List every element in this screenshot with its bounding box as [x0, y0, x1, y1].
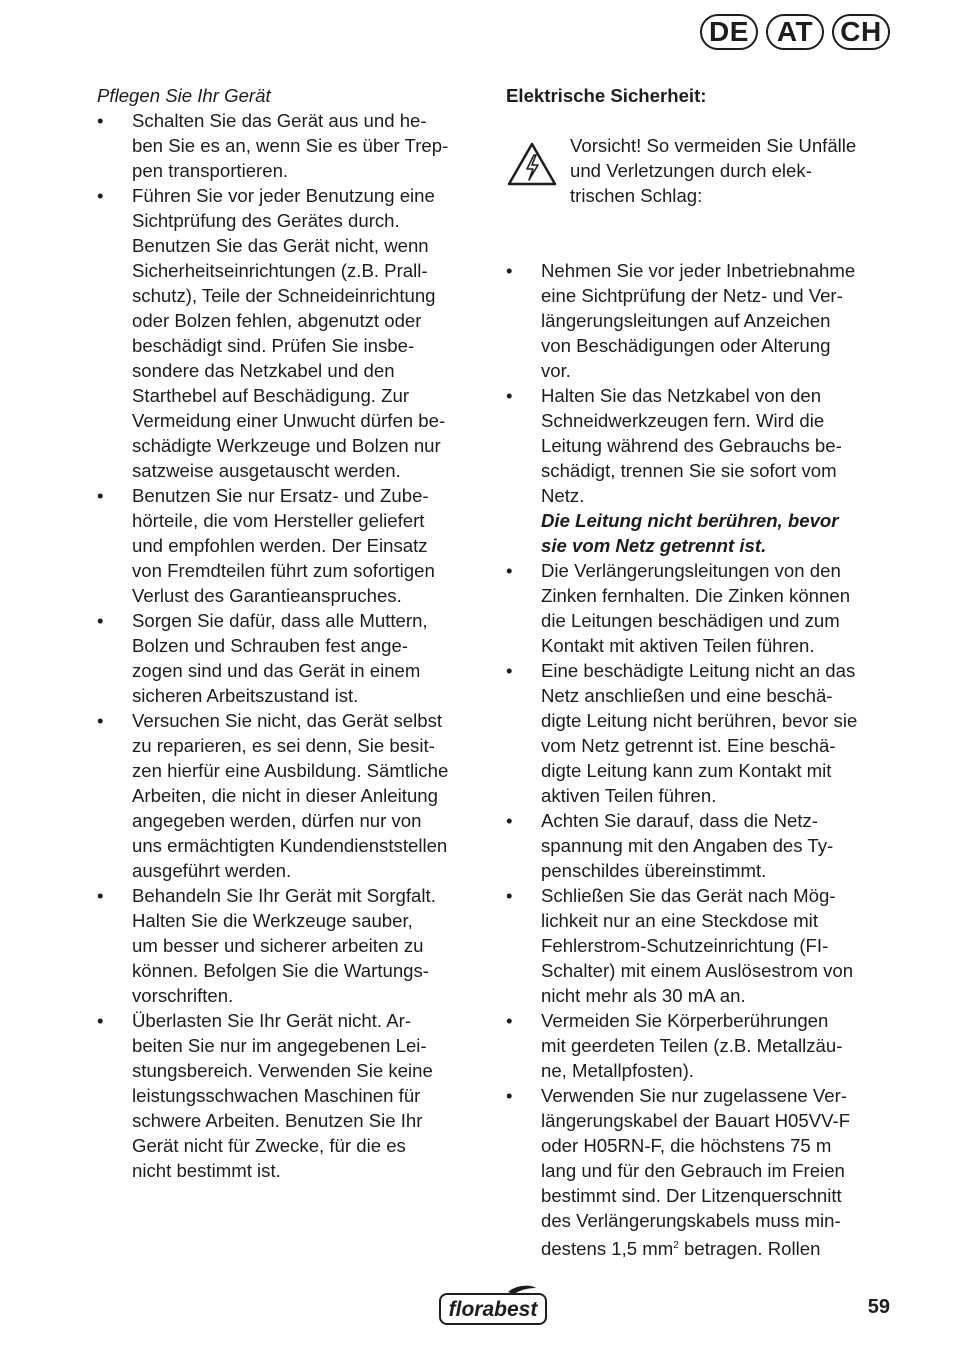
bullet-line: Sichtprüfung des Gerätes durch. — [132, 210, 400, 231]
bullet-marker: • — [506, 885, 513, 906]
bullet-marker: • — [506, 385, 513, 406]
bullet-line: Schließen Sie das Gerät nach Mög- — [541, 885, 836, 906]
bullet-marker: • — [506, 660, 513, 681]
section-heading-electrical-safety: Elektrische Sicherheit: — [506, 85, 707, 106]
bullet-line: ne, Metallpfosten). — [541, 1060, 694, 1081]
bullet-line: lang und für den Gebrauch im Freien — [541, 1160, 845, 1181]
care-bullet-item — [97, 708, 485, 883]
bullet-line: nicht mehr als 30 mA an. — [541, 985, 746, 1006]
bullet-line: vor. — [541, 360, 571, 381]
bullet-line: penschildes übereinstimmt. — [541, 860, 767, 881]
bullet-marker: • — [97, 710, 104, 731]
bullet-line: zogen sind und das Gerät in einem — [132, 660, 421, 681]
bullet-line: des Verlängerungskabels muss min- — [541, 1210, 841, 1231]
bullet-line: uns ermächtigten Kundendienststellen — [132, 835, 448, 856]
bullet-line: Arbeiten, die nicht in dieser Anleitung — [132, 785, 438, 806]
bullet-line: stungsbereich. Verwenden Sie keine — [132, 1060, 433, 1081]
electrical-safety-bullet-item — [506, 1008, 896, 1083]
florabest-logo — [438, 1284, 548, 1331]
bullet-line — [541, 1233, 896, 1261]
bullet-line: Verwenden Sie nur zugelassene Ver- — [541, 1085, 847, 1106]
bullet-line: Sorgen Sie dafür, dass alle Muttern, — [132, 610, 428, 631]
bullet-line: um besser und sicherer arbeiten zu — [132, 935, 424, 956]
bullet-marker: • — [506, 1085, 513, 1106]
bullet-line: digte Leitung nicht berühren, bevor sie — [541, 710, 858, 731]
bullet-line: lichkeit nur an eine Steckdose mit — [541, 910, 818, 931]
bullet-marker: • — [506, 1010, 513, 1031]
electrical-safety-bullet-item — [506, 883, 896, 1008]
bullet-line: sondere das Netzkabel und den — [132, 360, 395, 381]
bullet-line: vom Netz getrennt ist. Eine beschä- — [541, 735, 836, 756]
bullet-line: können. Befolgen Sie die Wartungs- — [132, 960, 429, 981]
bullet-line: Vermeidung einer Unwucht dürfen be- — [132, 410, 446, 431]
language-badge-de: DE — [700, 14, 758, 50]
electrical-safety-bullet-item — [506, 1083, 896, 1261]
bullet-marker: • — [506, 260, 513, 281]
bullet-line: Starthebel auf Beschädigung. Zur — [132, 385, 410, 406]
electrical-safety-bullet-item — [506, 658, 896, 808]
language-badge-ch: CH — [832, 14, 890, 50]
bullet-line: schutz), Teile der Schneideinrichtung — [132, 285, 436, 306]
bullet-line: Halten Sie das Netzkabel von den — [541, 385, 822, 406]
bullet-line: Schneidwerkzeugen fern. Wird die — [541, 410, 825, 431]
bullet-line: beschädigt sind. Prüfen Sie insbe- — [132, 335, 415, 356]
bullet-line: Gerät nicht für Zwecke, für die es — [132, 1135, 406, 1156]
bullet-line: leistungsschwachen Maschinen für — [132, 1085, 421, 1106]
section-heading-care: Pflegen Sie Ihr Gerät — [97, 85, 271, 106]
bullet-line: schädigte Werkzeuge und Bolzen nur — [132, 435, 441, 456]
bullet-line: Benutzen Sie das Gerät nicht, wenn — [132, 235, 429, 256]
bullet-line: Schalten Sie das Gerät aus und he- — [132, 110, 427, 131]
warning-text — [570, 133, 896, 208]
bullet-line: Die Leitung nicht berühren, bevor — [541, 510, 839, 531]
bullet-marker: • — [97, 485, 104, 506]
bullet-line: von Fremdteilen führt zum sofortigen — [132, 560, 435, 581]
bullet-line-part: betragen. Rollen — [678, 1238, 821, 1260]
bullet-line: Benutzen Sie nur Ersatz- und Zube- — [132, 485, 429, 506]
bullet-line: schwere Arbeiten. Benutzen Sie Ihr — [132, 1110, 423, 1131]
logo-text: florabest — [448, 1298, 538, 1321]
care-bullet-item — [97, 1008, 485, 1183]
bullet-line: Fehlerstrom-Schutzeinrichtung (FI- — [541, 935, 829, 956]
bullet-line: Nehmen Sie vor jeder Inbetriebnahme — [541, 260, 856, 281]
bullet-line: oder H05RN-F, die höchstens 75 m — [541, 1135, 832, 1156]
bullet-line: satzweise ausgetauscht werden. — [132, 460, 401, 481]
bullet-line: nicht bestimmt ist. — [132, 1160, 281, 1181]
electrical-safety-bullet-item — [506, 258, 896, 383]
bullet-line: ben Sie es an, wenn Sie es über Trep- — [132, 135, 449, 156]
care-bullet-item — [97, 608, 485, 708]
bullet-marker: • — [97, 110, 104, 131]
bullet-line: Verlust des Garantieanspruches. — [132, 585, 402, 606]
bullet-line: hörteile, die vom Hersteller geliefert — [132, 510, 425, 531]
bullet-line: zu reparieren, es sei denn, Sie besit- — [132, 735, 435, 756]
bullet-line: zen hierfür eine Ausbildung. Sämtliche — [132, 760, 449, 781]
bullet-line: Netz anschließen und eine beschä- — [541, 685, 833, 706]
bullet-line: Kontakt mit aktiven Teilen führen. — [541, 635, 815, 656]
electrical-safety-bullet-list — [506, 258, 896, 1261]
bullet-line: die Leitungen beschädigen und zum — [541, 610, 840, 631]
care-bullet-item — [97, 883, 485, 1008]
bullet-line: bestimmt sind. Der Litzenquerschnitt — [541, 1185, 842, 1206]
warning-line: Vorsicht! So vermeiden Sie Unfälle — [570, 135, 857, 156]
bullet-line: digte Leitung kann zum Kontakt mit — [541, 760, 832, 781]
bullet-marker: • — [97, 1010, 104, 1031]
bullet-line: vorschriften. — [132, 985, 234, 1006]
bullet-line: und empfohlen werden. Der Einsatz — [132, 535, 428, 556]
bullet-line: Die Verlängerungsleitungen von den — [541, 560, 841, 581]
language-badge-at: AT — [766, 14, 824, 50]
care-bullet-list — [97, 108, 485, 1183]
bullet-line: Eine beschädigte Leitung nicht an das — [541, 660, 856, 681]
bullet-marker: • — [506, 560, 513, 581]
bullet-line: oder Bolzen fehlen, abgenutzt oder — [132, 310, 422, 331]
electrical-safety-bullet-item — [506, 808, 896, 883]
bullet-line: Schalter) mit einem Auslösestrom von — [541, 960, 854, 981]
care-bullet-item — [97, 483, 485, 608]
warning-block — [506, 133, 896, 208]
bullet-line: sicheren Arbeitszustand ist. — [132, 685, 359, 706]
bullet-marker: • — [97, 185, 104, 206]
left-column — [97, 83, 485, 1183]
bullet-line: Achten Sie darauf, dass die Netz- — [541, 810, 818, 831]
electrical-hazard-icon — [506, 133, 570, 208]
bullet-line: Sicherheitseinrichtungen (z.B. Prall- — [132, 260, 428, 281]
bullet-marker: • — [506, 810, 513, 831]
bullet-line: längerungskabel der Bauart H05VV-F — [541, 1110, 851, 1131]
bullet-marker: • — [97, 610, 104, 631]
right-column — [506, 83, 896, 1261]
bullet-line: pen transportieren. — [132, 160, 289, 181]
bullet-line: angegeben werden, dürfen nur von — [132, 810, 422, 831]
care-bullet-item — [97, 183, 485, 483]
bullet-line: Behandeln Sie Ihr Gerät mit Sorgfalt. — [132, 885, 436, 906]
care-bullet-item — [97, 108, 485, 183]
bullet-line: sie vom Netz getrennt ist. — [541, 535, 767, 556]
bullet-line: spannung mit den Angaben des Ty- — [541, 835, 834, 856]
bullet-line: Halten Sie die Werkzeuge sauber, — [132, 910, 413, 931]
bullet-line: Bolzen und Schrauben fest ange- — [132, 635, 409, 656]
bullet-line: ausgeführt werden. — [132, 860, 292, 881]
warning-line: trischen Schlag: — [570, 185, 703, 206]
bullet-line: von Beschädigungen oder Alterung — [541, 335, 831, 356]
bullet-line: längerungsleitungen auf Anzeichen — [541, 310, 831, 331]
bullet-line: beiten Sie nur im angegebenen Lei- — [132, 1035, 427, 1056]
language-badges — [700, 14, 890, 50]
bullet-line: schädigt, trennen Sie sie sofort vom — [541, 460, 837, 481]
bullet-line-part: destens 1,5 mm — [541, 1238, 674, 1260]
bullet-line: Überlasten Sie Ihr Gerät nicht. Ar- — [132, 1010, 412, 1031]
bullet-line: Netz. — [541, 485, 585, 506]
bullet-line: Führen Sie vor jeder Benutzung eine — [132, 185, 435, 206]
electrical-safety-bullet-item — [506, 558, 896, 658]
bullet-line: mit geerdeten Teilen (z.B. Metallzäu- — [541, 1035, 843, 1056]
electrical-safety-bullet-item — [506, 383, 896, 558]
bullet-line: Vermeiden Sie Körperberührungen — [541, 1010, 829, 1031]
bullet-marker: • — [97, 885, 104, 906]
bullet-line: Versuchen Sie nicht, das Gerät selbst — [132, 710, 443, 731]
bullet-line: aktiven Teilen führen. — [541, 785, 717, 806]
bullet-line: eine Sichtprüfung der Netz- und Ver- — [541, 285, 843, 306]
page-number: 59 — [867, 1296, 890, 1318]
warning-line: und Verletzungen durch elek- — [570, 160, 812, 181]
superscript-unit: 2 — [673, 1240, 679, 1251]
bullet-line: Zinken fernhalten. Die Zinken können — [541, 585, 851, 606]
bullet-line: Leitung während des Gebrauchs be- — [541, 435, 842, 456]
